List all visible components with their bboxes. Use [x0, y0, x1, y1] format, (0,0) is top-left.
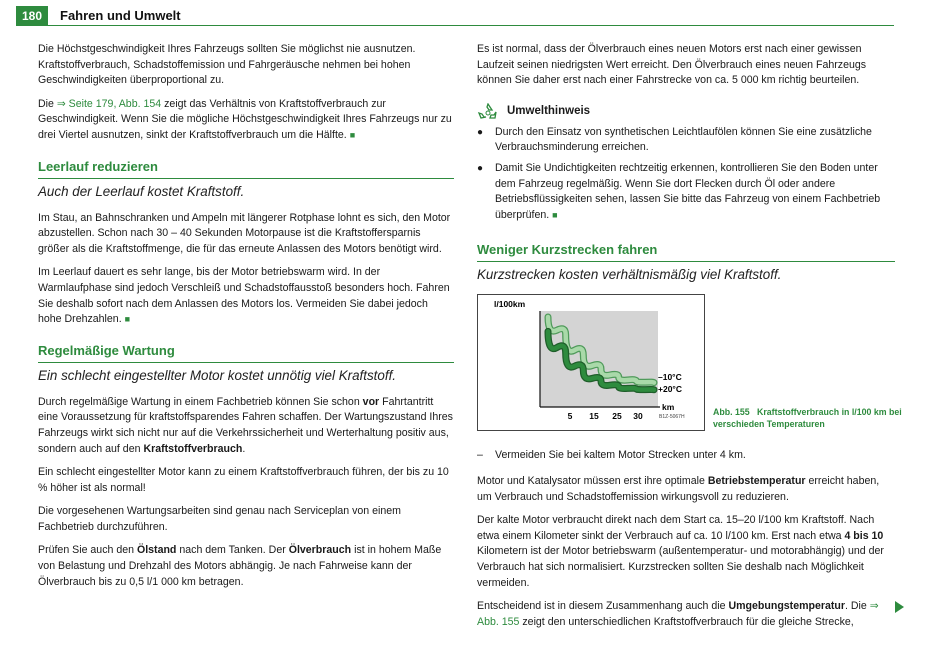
fuel-consumption-chart: [478, 295, 704, 430]
figure-code: B1Z-5067H: [659, 414, 685, 421]
right-column: [477, 42, 902, 638]
intro-p2-text: zeigt das Verhältnis von Kraftstoffverbrauch zur Geschwindigkeit. Wenn Sie die mögliche Höchstgeschwindigkeit Ihres Fahrzeugs nur zu drei Viertel ausnutzen, sinkt der Kraftstoffverbrauch um die Hälfte.: [38, 97, 452, 141]
x-tick-label: 30: [633, 411, 643, 422]
dash-item-text: Vermeiden Sie bei kaltem Motor Strecken unter 4 km.: [495, 449, 746, 462]
text-run: Entscheidend ist in diesem Zusammenhang auch die: [477, 600, 726, 613]
page-number: 180: [16, 6, 48, 26]
heading-leerlauf: Leerlauf reduzieren: [38, 158, 454, 179]
list-item: [477, 161, 895, 223]
oil-paragraph: Es ist normal, dass der Ölverbrauch eines neuen Motors erst nach einer gewissen Laufzeit seinen niedrigsten Wert erreicht. Den Ölverbrauch eines neuen Fahrzeugs können Sie daher erst nach einer Fahrstrecke von ca. 5 000 km richtig beurteilen.: [477, 43, 867, 87]
chart-frame: [477, 294, 705, 431]
bullet-icon: ●: [477, 162, 484, 174]
x-tick-label: 25: [612, 411, 622, 422]
list-item: [477, 448, 895, 464]
text-run: . Die: [845, 600, 867, 613]
x-axis-label: km: [662, 402, 675, 413]
bullet-text: [495, 161, 895, 223]
idle-p2-text: Im Leerlauf dauert es sehr lange, bis der Motor betriebswarm wird. In der Warmlaufphase sind jedoch Verschleiß und Schadstoffausstoß besonders hoch. Fahren Sie deshalb sofort nach dem Anlassen des Motors los. Vermeiden Sie dabei jedoch hohe Drehzahlen.: [38, 266, 450, 326]
text-run: .: [242, 442, 246, 455]
heading-wartung: Regelmäßige Wartung: [38, 342, 454, 363]
text-run: nach dem Tanken. Der: [179, 544, 286, 557]
environment-note-title: Umwelthinweis: [507, 104, 591, 117]
end-mark-icon: ■: [552, 209, 558, 220]
y-axis-label: l/100km: [494, 299, 526, 310]
caption-text: Kraftstoffverbrauch in l/100 km bei verschieden Temperaturen: [713, 407, 902, 430]
text-run: erreicht haben, um Verbrauch und Schadstoffemission wirkungsvoll zu reduzieren.: [477, 474, 880, 503]
page-header: [0, 0, 950, 26]
environment-note-header: [477, 103, 895, 121]
idle-paragraph-2: [38, 265, 454, 327]
text-run: Prüfen Sie auch den: [38, 544, 135, 557]
figure-reference-link[interactable]: ⇒ Abb. 155: [477, 600, 879, 628]
text-run: Kilometern ist der Motor betriebswarm (außentemperatur- und motorabhängig) und der Verbrauch hat sich normalisiert. Kurzstrecken sollten Sie deshalb nach Möglichkeit vermeiden.: [477, 545, 884, 589]
list-item: [477, 125, 895, 156]
dash-icon: –: [477, 449, 483, 462]
lead-wartung: Ein schlecht eingestellter Motor kostet unnötig viel Kraftstoff.: [38, 367, 397, 383]
bold-run: Ölstand: [136, 544, 177, 557]
text-run: Der kalte Motor verbraucht direkt nach dem Start ca. 15–20 l/100 km Kraftstoff. Nach etwa einem Kilometer sinkt der Verbrauch auf ca. 10 l/100 km. Erst nach etwa: [477, 514, 875, 542]
end-mark-icon: ■: [349, 129, 356, 140]
caption-number: Abb. 155: [713, 407, 750, 418]
figure-caption: [713, 406, 903, 430]
text-run: ist in hohem Maße von Belastung und Drehzahl des Motors abhängig. Je nach Fahrweise kann der Ölverbrauch bis zu 0,5 l/1 000 km betragen.: [38, 544, 442, 588]
text-run: zeigt den unterschiedlichen Kraftstoffverbrauch für die gleiche Strecke,: [522, 615, 854, 628]
maintenance-paragraph-2: Ein schlecht eingestellter Motor kann zu einem Kraftstoffverbrauch führen, der bis zu 10 % höher ist als normal!: [38, 466, 449, 494]
x-tick-label: 15: [589, 411, 599, 422]
header-rule: [48, 25, 894, 26]
figure-155: [477, 294, 902, 442]
intro-paragraph-1: Die Höchstgeschwindigkeit Ihres Fahrzeugs sollten Sie möglichst nie ausnutzen. Kraftstoffverbrauch, Schadstoffemission und Fahrgeräusche nehmen bei hohen Geschwindigkeiten überproportional zu.: [38, 43, 416, 87]
short-trips-paragraph-2: [477, 513, 895, 591]
end-mark-icon: ■: [124, 314, 131, 325]
page-reference-link[interactable]: ⇒ Seite 179, Abb. 154: [56, 97, 162, 110]
short-trips-paragraph-3: [477, 599, 895, 630]
continue-arrow-icon: [895, 601, 904, 613]
bullet-text: Durch den Einsatz von synthetischen Leichtlaufölen können Sie eine zusätzliche Verbrauchsminderung erreichen.: [495, 125, 872, 154]
chapter-title: Fahren und Umwelt: [60, 8, 181, 23]
short-trips-paragraph-1: [477, 474, 895, 505]
bullet-icon: ●: [477, 126, 484, 138]
bold-run: Ölverbrauch: [288, 544, 352, 557]
intro-paragraph-2: [38, 97, 454, 144]
maintenance-paragraph-4: [38, 543, 454, 590]
bold-run: 4 bis 10: [844, 529, 884, 542]
text-run: Durch regelmäßige Wartung in einem Fachbetrieb können Sie schon: [38, 395, 360, 408]
bold-run: vor: [362, 395, 380, 408]
text-run: Fahrtantritt eine Voraussetzung für kraftstoffsparendes Fahren schaffen. Der Wartungszustand Ihres Fahrzeugs wirkt sich nicht nur auf die Verkehrssicherheit und Werterhaltung positiv aus, sondern auch auf den: [38, 395, 453, 455]
bold-run: Umgebungstemperatur: [728, 600, 846, 613]
maintenance-paragraph-1: [38, 395, 454, 457]
idle-paragraph-1: Im Stau, an Bahnschranken und Ampeln mit längerer Rotphase lohnt es sich, den Motor abzustellen. Schon nach 30 – 40 Sekunden Motorpause ist die Kraftstoffersparnis größer als die Kraftstoffmenge, die für das erneute Anlassen des Motors benötigt wird.: [38, 211, 451, 255]
maintenance-paragraph-3: Die vorgesehenen Wartungsarbeiten sind genau nach Serviceplan von einem Fachbetrieb durchzuführen.: [38, 505, 401, 533]
series-label: –10°C: [658, 372, 682, 383]
heading-kurzstrecken: Weniger Kurzstrecken fahren: [477, 241, 895, 262]
series-label: +20°C: [658, 384, 682, 395]
lead-kurzstrecken: Kurzstrecken kosten verhältnismäßig viel Kraftstoff.: [477, 267, 782, 283]
bold-run: Kraftstoffverbrauch: [143, 442, 243, 455]
bold-run: Betriebstemperatur: [707, 474, 806, 487]
bullet-text-run: Damit Sie Undichtigkeiten rechtzeitig erkennen, kontrollieren Sie den Boden unter dem Fahrzeug regelmäßig. Wenn Sie dort Flecken durch Öl oder andere Betriebsflüssigkeiten sehen, lassen Sie bitte das Fahrzeug von einem Fachbetrieb überprüfen.: [495, 161, 881, 221]
recycle-icon: [477, 103, 499, 121]
x-tick-label: 5: [567, 411, 573, 422]
left-column: [38, 42, 454, 598]
intro-p2-prefix: Die: [38, 97, 54, 110]
lead-leerlauf: Auch der Leerlauf kostet Kraftstoff.: [38, 183, 245, 199]
text-run: Motor und Katalysator müssen erst ihre optimale: [477, 474, 705, 487]
